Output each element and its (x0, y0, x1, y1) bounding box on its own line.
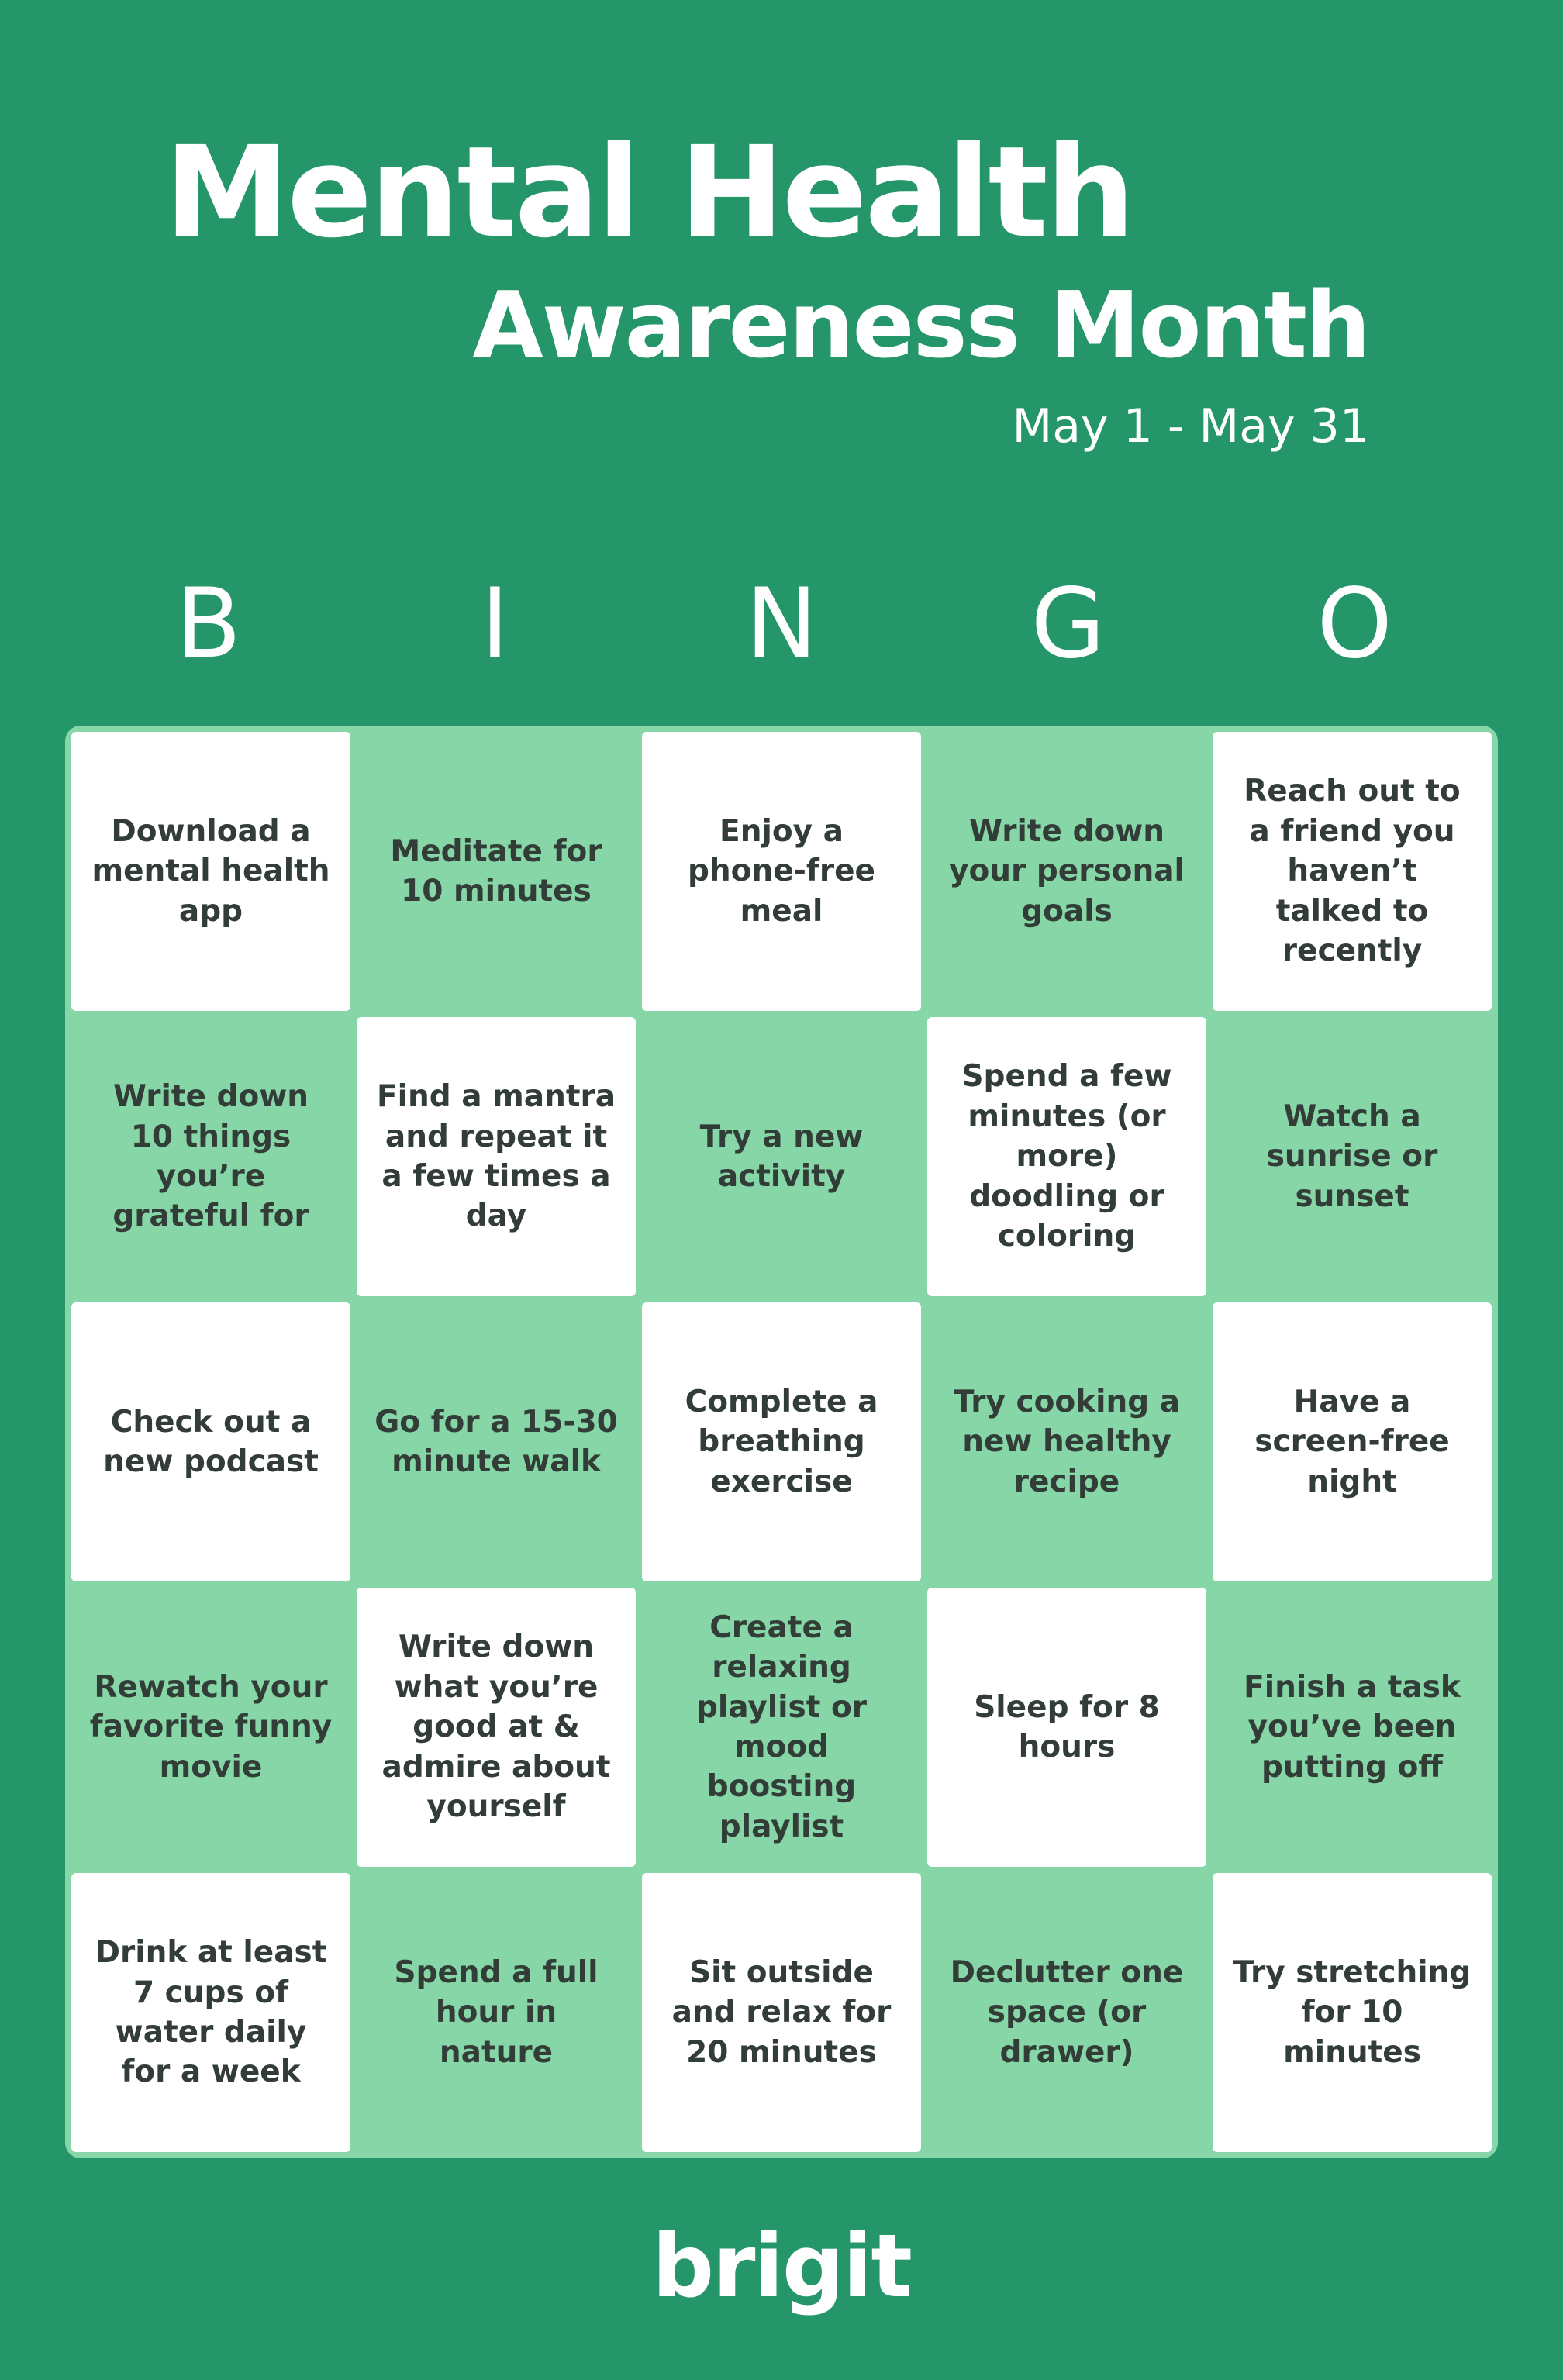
bingo-cell-text: Try cooking a new healthy recipe (953, 1384, 1181, 1499)
bingo-letter-b: B (175, 568, 242, 680)
bingo-cell-text: Download a mental health app (91, 813, 330, 929)
bingo-cell-text: Spend a full hour in nature (394, 1954, 599, 2070)
bingo-cell (642, 732, 921, 1011)
bingo-cell (642, 1302, 921, 1581)
bingo-cell-text: Enjoy a phone-free meal (688, 813, 875, 929)
bingo-cell (71, 1873, 350, 2152)
bingo-cell (927, 1588, 1206, 1867)
bingo-cell (71, 1017, 350, 1296)
bingo-letter-i: I (481, 568, 509, 680)
bingo-cell (71, 1302, 350, 1581)
bingo-cell (1213, 732, 1492, 1011)
bingo-cell (357, 1302, 636, 1581)
bingo-cell-text: Drink at least 7 cups of water daily for a week (95, 1935, 327, 2090)
bingo-cell-text: Write down your personal goals (949, 813, 1185, 929)
bingo-cell (357, 732, 636, 1011)
bingo-cell-text: Have a screen-free night (1254, 1384, 1450, 1499)
bingo-cell (71, 732, 350, 1011)
title-line-2: Awareness Month (472, 271, 1369, 378)
bingo-cell-text: Finish a task you’ve been putting off (1244, 1669, 1461, 1785)
bingo-cell-text: Write down what you’re good at & admire about yourself (381, 1630, 611, 1825)
bingo-cell-text: Try a new activity (699, 1119, 864, 1194)
bingo-cell-text: Meditate for 10 minutes (390, 833, 602, 909)
bingo-board (65, 726, 1498, 2158)
bingo-cell-text: Declutter one space (or drawer) (950, 1954, 1184, 2070)
bingo-cell-text: Create a relaxing playlist or mood boosting playlist (695, 1609, 868, 1844)
bingo-cell-text: Find a mantra and repeat it a few times a day (376, 1079, 616, 1234)
bingo-cell-text: Rewatch your favorite funny movie (89, 1669, 333, 1785)
bingo-cell-text: Spend a few minutes (or more) doodling or coloring (961, 1059, 1172, 1254)
bingo-cell-text: Reach out to a friend you haven’t talked to recently (1244, 774, 1461, 969)
bingo-cell (357, 1017, 636, 1296)
bingo-cell (1213, 1017, 1492, 1296)
bingo-cell-text: Sit outside and relax for 20 minutes (671, 1954, 892, 2070)
bingo-cell-text: Watch a sunrise or sunset (1266, 1099, 1438, 1214)
bingo-cell (1213, 1873, 1492, 2152)
bingo-cell (927, 1873, 1206, 2152)
bingo-cell-text: Sleep for 8 hours (974, 1689, 1160, 1764)
bingo-cell (927, 1017, 1206, 1296)
bingo-cell (642, 1017, 921, 1296)
bingo-letter-g: G (1030, 568, 1106, 680)
bingo-letter-n: N (745, 568, 818, 680)
title-line-1: Mental Health (164, 120, 1133, 266)
bingo-cell-text: Write down 10 things you’re grateful for (112, 1079, 309, 1234)
bingo-cell (1213, 1302, 1492, 1581)
bingo-letter-o: O (1316, 568, 1392, 680)
bingo-cell (642, 1873, 921, 2152)
bingo-cell (357, 1873, 636, 2152)
bingo-cell (357, 1588, 636, 1867)
bingo-cell-text: Try stretching for 10 minutes (1233, 1954, 1472, 2070)
bingo-cell (927, 732, 1206, 1011)
bingo-cell (927, 1302, 1206, 1581)
date-range: May 1 - May 31 (1012, 399, 1369, 454)
bingo-cell-text: Check out a new podcast (103, 1404, 319, 1479)
bingo-cell-text: Go for a 15-30 minute walk (374, 1404, 618, 1479)
bingo-cell (1213, 1588, 1492, 1867)
bingo-cell (642, 1588, 921, 1867)
bingo-cell (71, 1588, 350, 1867)
bingo-cell-text: Complete a breathing exercise (685, 1384, 878, 1499)
bingo-header (65, 568, 1498, 680)
brigit-logo: brigit (652, 2216, 911, 2317)
